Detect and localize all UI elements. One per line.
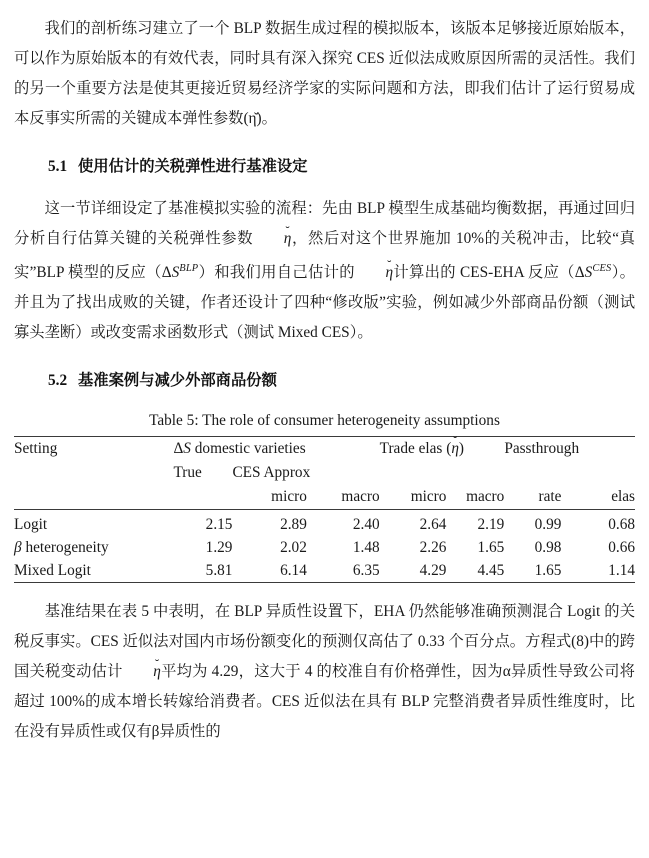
results-part-2: 平均为 4.29，这大于 4 的校准自有价格弹性，因为α异质性导致公司将超过 100%的成本增长转嫁给消费者。CES 近似法在具有 BLP 完整消费者异质性维度时，比在没有异质性或仅有β异质性的 [14,663,635,741]
section-number-5-2: 5.2 [48,372,68,390]
header-setting: Setting [14,437,173,462]
paragraph-baseline-setup [0,194,649,348]
header-ds-domestic-label: domestic varieties [194,440,306,458]
cell-ds-micro: 6.14 [232,559,306,583]
paragraph-part-2: ，然后对这个世界施加 10%的关税冲击，比较“真实”BLP 模型的反应（Δ [14,230,635,282]
cell-pt-rate: 1.65 [504,559,561,583]
section-heading-5-2 [0,366,649,396]
paragraph-part-5: ）。并且为了找出成败的关键，作者还设计了四种“修改版”实验，例如减少外部商品份额（测试寡头垄断）或改变需求函数形式（测试 Mixed CES）。 [14,264,635,342]
spacer-after-section-5-2 [0,396,649,408]
delta-s-blp-base: S [171,264,180,282]
paragraph-intro-text: 我们的剖析练习建立了一个 BLP 数据生成过程的模拟版本，该版本足够接近原始版本，可以作为原始版本的有效代表，同时具有深入探究 CES 近似法成败原因所需的灵活性。我们的另一个重要方法是使其更接近贸易经济学家的实际问题和方法，即我们估计了运行贸易成本反事实所需的关键成本弹性参数(η̆)。 [14,20,635,127]
header-trade-elas-suffix: ) [458,440,465,458]
header-group-passthrough: Passthrough [504,437,635,462]
header-sub-blank [14,461,173,485]
eta-breve-symbol-1: ˘ η [253,224,291,254]
cell-te-micro: 2.26 [419,539,447,557]
cell-ds-macro: 1.48 [352,539,380,557]
cell-te-macro: 1.65 [477,539,505,557]
cell-te-micro: 4.29 [380,559,447,583]
header-sub-blank-2 [380,461,447,485]
section-heading-5-1 [0,152,649,182]
spacer-before-section-5-1 [0,134,649,152]
cell-pt-rate: 0.98 [534,539,562,557]
header-eta-breve-icon: ˘ η [451,437,459,461]
header-sub-true: True [173,464,202,482]
header-sub-ces-approx: CES Approx [232,464,311,482]
paragraph-part-1: 这一节详细设定了基准模拟实验的流程：先由 BLP 模型生成基础均衡数据，再通过回归分析自行估算关键的关税弹性参数 [14,200,635,247]
header-sub-blank-3 [446,461,504,485]
paragraph-results [0,597,649,747]
delta-s-blp-superscript: BLP [179,263,199,274]
cell-ds-macro: 6.35 [307,559,380,583]
header-delta-s-symbol: S [183,440,191,458]
cell-te-macro: 4.45 [446,559,504,583]
cell-ds-macro: 2.40 [352,516,380,534]
row-setting-prefix: β [14,539,22,557]
table-row [14,559,635,583]
header-col-macro-ds: macro [341,488,380,506]
cell-ds-micro: 2.89 [280,516,307,534]
section-title-5-1: 使用估计的关税弹性进行基准设定 [78,158,308,175]
table-row [14,513,635,536]
row-setting-text: heterogeneity [21,539,109,557]
cell-te-micro: 2.64 [419,516,447,534]
delta-s-ces-base: S [584,264,593,282]
table-header-row-columns [14,485,635,510]
cell-true: 1.29 [205,539,233,557]
spacer-after-table [0,583,649,597]
eta-breve-symbol-3: ˘ η [123,657,161,687]
row-setting-text: Logit [14,516,48,534]
row-setting-label [14,513,173,536]
section-number-5-1: 5.1 [48,158,68,175]
cell-te-macro: 2.19 [477,516,505,534]
header-trade-elas-prefix: Trade elas ( [379,440,452,458]
cell-pt-elas: 0.68 [608,516,635,534]
row-setting-text: Mixed Logit [14,562,91,580]
cell-true: 5.81 [173,559,232,583]
cell-pt-rate: 0.99 [534,516,562,534]
header-sub-blank-5 [561,461,635,485]
spacer-after-section-5-1 [0,182,649,194]
table-header-row-sub [14,461,635,485]
table-5 [14,436,635,583]
cell-true: 2.15 [205,516,233,534]
header-col-elas: elas [611,488,635,506]
results-part-1: 基准结果在表 5 中表明，在 BLP 异质性设置下，EHA 仍然能够准确预测混合 Logit 的关税反事实。CES 近似法对国内市场份额变化的预测仅高估了 0.33 个百分点。方程式(8)中的跨国关税变动估计 [14,603,635,681]
header-col-macro-te: macro [466,488,505,506]
header-col-blank-true [173,485,232,510]
table-caption: Table 5: The role of consumer heterogeneity assumptions [149,412,500,430]
header-group-trade-elas [380,437,505,462]
table-header-row-groups [14,437,635,462]
spacer-before-section-5-2 [0,348,649,366]
row-setting-label [14,559,173,583]
header-sub-blank-4 [504,461,561,485]
header-col-micro-ds: micro [271,488,307,506]
cell-pt-elas: 0.66 [608,539,635,557]
row-setting-label [14,536,173,559]
section-title-5-2: 基准案例与减少外部商品份额 [78,372,277,390]
eta-breve-symbol-2: ˘ η [355,258,393,288]
cell-ds-micro: 2.02 [280,539,307,557]
header-col-rate: rate [538,488,562,506]
cell-pt-elas: 1.14 [561,559,635,583]
paragraph-intro [0,0,649,134]
delta-s-ces-superscript: CES [592,263,612,274]
table-5-block [0,408,649,583]
header-col-blank [14,485,173,510]
paragraph-part-4: 计算出的 CES-EHA 反应（Δ [393,264,585,282]
header-group-ds-domestic: ΔS domestic varieties [173,437,379,462]
table-row [14,536,635,559]
header-col-micro-te: micro [410,488,447,506]
paragraph-part-3: ）和我们用自己估计的 [198,264,355,282]
